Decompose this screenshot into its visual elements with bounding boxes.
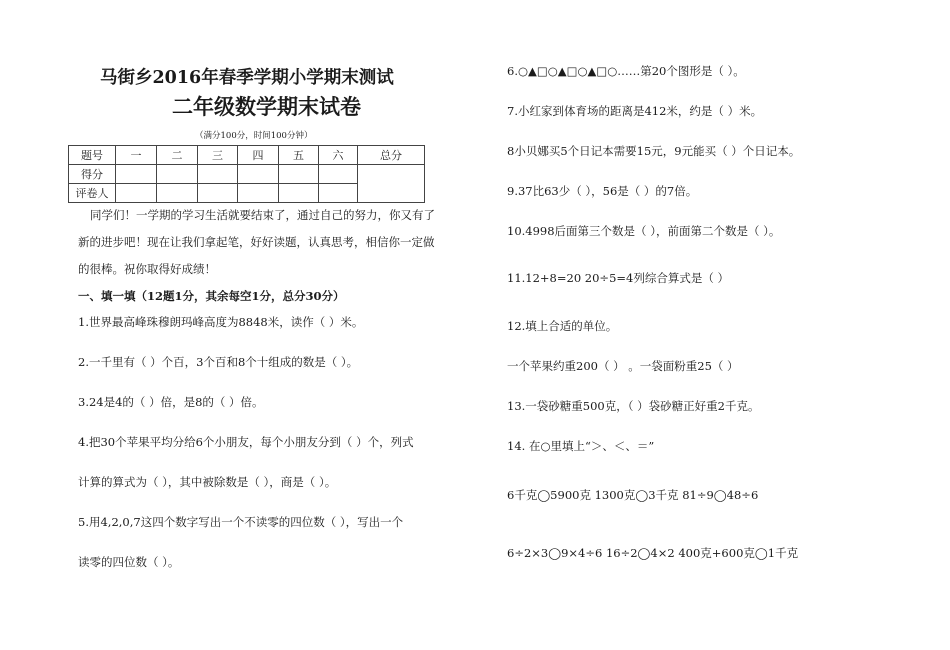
total-score-cell[interactable] (358, 165, 425, 203)
score-cell[interactable] (157, 165, 198, 184)
intro-text: 新的进步吧！现在让我们拿起笔，好好读题，认真思考，相信你一定做 (78, 235, 435, 249)
score-table (68, 145, 425, 203)
grader-cell[interactable] (116, 184, 157, 203)
score-header-cell: 题号 (69, 146, 116, 165)
question-text: 读零的四位数（ ）。 (78, 555, 180, 569)
question-text: 9.37比63少（ ），56是（ ）的7倍。 (507, 184, 698, 198)
question-text: 6.○▲□○▲□○▲□○……第20个图形是（ ）。 (507, 64, 745, 78)
question-text: 4.把30个苹果平均分给6个小朋友，每个小朋友分到（ ）个，列式 (78, 435, 414, 449)
comparison-line: 6千克◯5900克 1300克◯3千克 81÷9◯48÷6 (507, 488, 759, 502)
grader-cell[interactable] (157, 184, 198, 203)
question-text: 13.一袋砂糖重500克，（ ）袋砂糖正好重2千克。 (507, 399, 760, 413)
score-header-cell: 三 (198, 146, 238, 165)
score-row-label: 得分 (69, 165, 116, 184)
score-cell[interactable] (319, 165, 358, 184)
score-header-cell: 总分 (358, 146, 425, 165)
grader-cell[interactable] (279, 184, 319, 203)
score-cell[interactable] (279, 165, 319, 184)
score-header-cell: 一 (116, 146, 157, 165)
question-text: 计算的算式为（ ），其中被除数是（ ），商是（ ）。 (78, 475, 337, 489)
score-header-cell: 二 (157, 146, 198, 165)
grader-cell[interactable] (238, 184, 279, 203)
grader-cell[interactable] (198, 184, 238, 203)
exam-title: 马街乡2016年春季学期小学期末测试 (100, 68, 394, 88)
question-text: 10.4998后面第三个数是（ ），前面第二个数是（ ）。 (507, 224, 781, 238)
score-cell[interactable] (198, 165, 238, 184)
intro-text: 同学们！一学期的学习生活就要结束了，通过自己的努力，你又有了 (90, 208, 435, 222)
question-text: 1.世界最高峰珠穆朗玛峰高度为8848米，读作（ ）米。 (78, 315, 364, 329)
exam-info: （满分100分，时间100分钟） (195, 131, 313, 141)
question-text: 8小贝娜买5个日记本需要15元，9元能买（ ）个日记本。 (507, 144, 801, 158)
comparison-line: 6÷2×3◯9×4÷6 16÷2◯4×2 400克+600克◯1千克 (507, 546, 799, 560)
score-cell[interactable] (116, 165, 157, 184)
score-header-cell: 六 (319, 146, 358, 165)
question-text: 5.用4,2,0,7这四个数字写出一个不读零的四位数（ ），写出一个 (78, 515, 404, 529)
score-header-cell: 四 (238, 146, 279, 165)
score-header-cell: 五 (279, 146, 319, 165)
score-cell[interactable] (238, 165, 279, 184)
question-text: 7.小红家到体育场的距离是412米，约是（ ）米。 (507, 104, 763, 118)
question-text: 11.12+8=20 20÷5=4列综合算式是（ ） (507, 271, 729, 285)
score-table-row (69, 165, 425, 184)
question-text: 12.填上合适的单位。 (507, 319, 618, 333)
exam-subtitle-title: 二年级数学期末试卷 (172, 95, 361, 119)
intro-text: 的很棒。祝你取得好成绩！ (78, 262, 216, 276)
question-text: 14. 在○里填上“＞、＜、＝” (507, 439, 655, 453)
grader-cell[interactable] (319, 184, 358, 203)
section-heading: 一、填一填（12题1分，其余每空1分，总分30分） (78, 289, 345, 303)
question-text: 3.24是4的（ ）倍，是8的（ ）倍。 (78, 395, 264, 409)
score-row-label: 评卷人 (69, 184, 116, 203)
question-text: 一个苹果约重200（ ） 。一袋面粉重25（ ） (507, 359, 739, 373)
question-text: 2.一千里有（ ）个百，3个百和8个十组成的数是（ ）。 (78, 355, 359, 369)
score-table-header-row (69, 146, 425, 165)
